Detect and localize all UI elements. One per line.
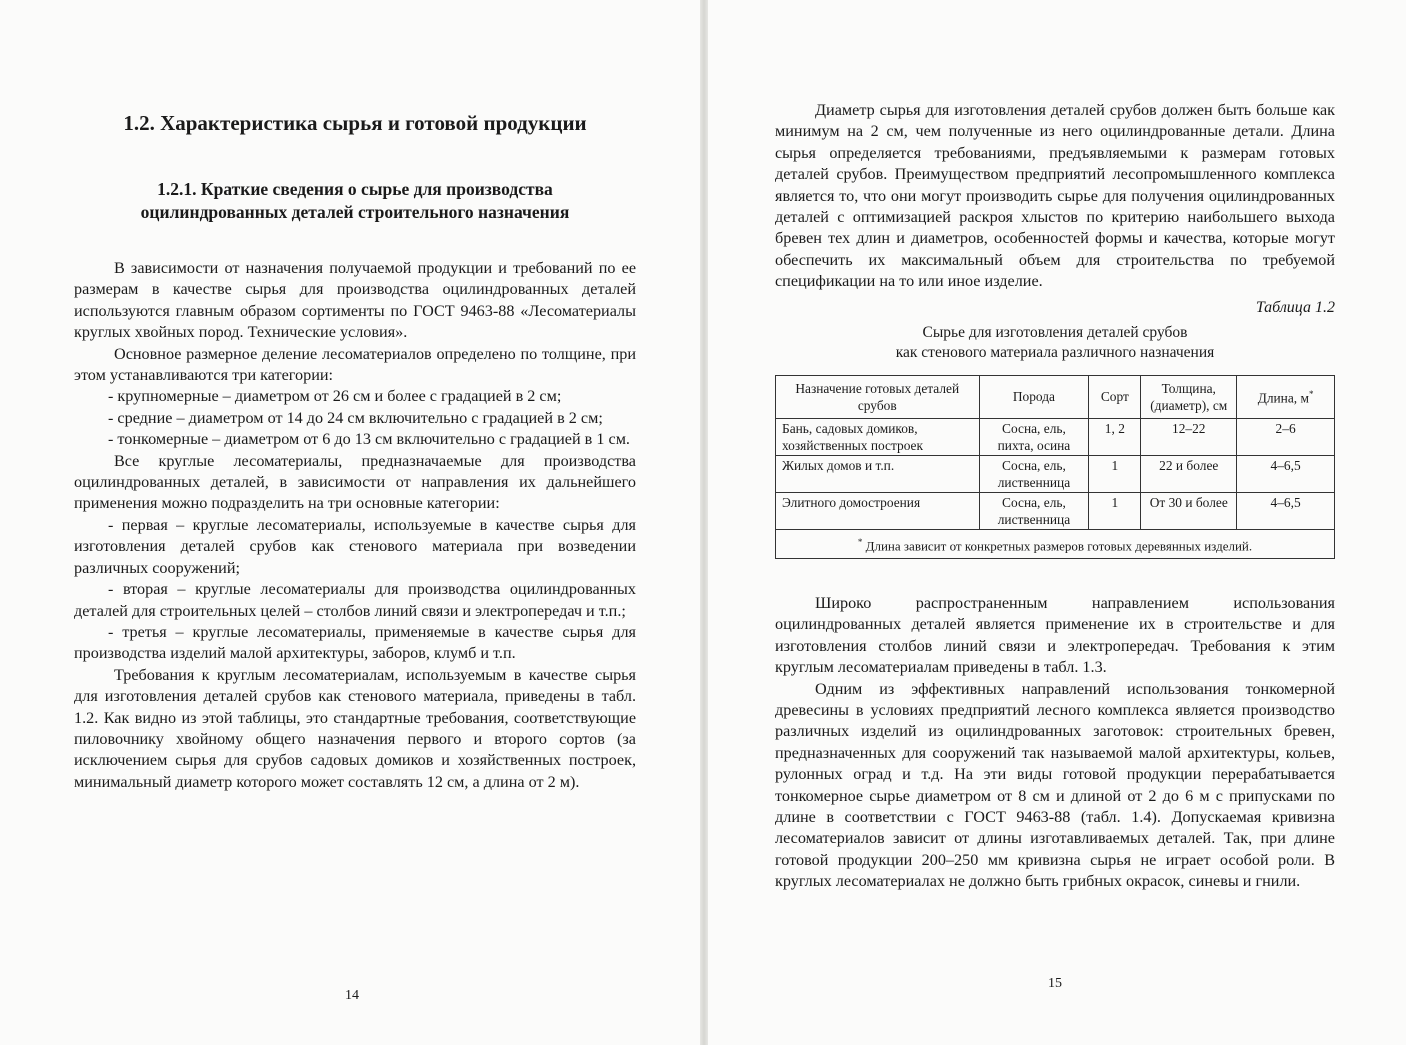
table-cell: Бань, садовых домиков, хозяйственных построек — [776, 418, 980, 455]
table-footnote — [776, 529, 1335, 558]
footnote-text: Длина зависит от конкретных размеров готовых деревянных изделий. — [865, 537, 1253, 553]
table-cell: 4–6,5 — [1237, 492, 1335, 529]
table-cell: Сосна, ель, пихта, осина — [979, 418, 1089, 455]
subsection-heading-line2: оцилиндрованных деталей строительного назначения — [140, 202, 570, 222]
table-cell: Сосна, ель, лиственница — [979, 455, 1089, 492]
table-header-cell: Сорт — [1089, 375, 1141, 418]
table-cell: Жилых домов и т.п. — [776, 455, 980, 492]
table-header-cell — [1237, 375, 1335, 418]
table-label: Таблица 1.2 — [1255, 298, 1335, 316]
table-cell: 22 и более — [1141, 455, 1237, 492]
table-header-row — [776, 375, 1335, 418]
paragraph: Широко распространенным направлением использования оцилиндрованных деталей является применение их в строительстве и для изготовления столбов линий связи и электропередач. Требования к этим круглым лесоматериалам приведены в табл. 1.3. — [775, 593, 1335, 677]
page-number: 14 — [345, 988, 359, 1003]
subsection-heading-line1: 1.2.1. Краткие сведения о сырье для производства — [157, 179, 553, 199]
table-header-cell: Назначение готовых деталей срубов — [776, 375, 980, 418]
table-header-cell: Порода — [979, 375, 1089, 418]
book-gutter — [700, 0, 708, 1045]
table-header-cell: Толщина, (диаметр), см — [1141, 375, 1237, 418]
section-heading: 1.2. Характеристика сырья и готовой продукции — [123, 111, 587, 135]
paragraph: Одним из эффективных направлений использования тонкомерной древесины в условиях предприятий лесного комплекса является производство различных изделий из оцилиндрованных заготовок: строительных бревен, предназначенных для сооружений так называемой малой архитектуры, кольев, рулонных оград и т.д. На эти виды готовой продукции перерабатывается тонкомерное сырье диаметром от 8 см и длиной от 2 до 6 м с припусками по длине в соответствии с ГОСТ 9463-88 (табл. 1.4). Допускаемая кривизна лесоматериалов зависит от длины изготавливаемых деталей. Так, при длине готовой продукции 200–250 мм кривизна сырья не играет особой роли. В круглых лесоматериалах не должно быть грибных окрасок, синевы и гнили. — [775, 679, 1335, 891]
table-cell: 12–22 — [1141, 418, 1237, 455]
table-cell: Сосна, ель, лиственница — [979, 492, 1089, 529]
table-cell: 1 — [1089, 492, 1141, 529]
spacer — [775, 559, 1335, 593]
left-page-content — [74, 108, 636, 793]
table-cell: 1, 2 — [1089, 418, 1141, 455]
paragraph: Все круглые лесоматериалы, предназначаемые для производства оцилиндрованных деталей, в зависимости от направления их дальнейшего применения можно подразделить на три основные категории: — [74, 451, 636, 513]
paragraph: Требования к круглым лесоматериалам, используемым в качестве сырья для изготовления деталей срубов как стенового материала, приведены в табл. 1.2. Как видно из этой таблицы, это стандартные требования, соответствующие пиловочнику хвойному общего назначения первого и второго сортов (за исключением сырья для срубов садовых домиков и хозяйственных построек, минимальный диаметр которого может составлять 12 см, а длина от 2 м). — [74, 665, 636, 791]
table-cell: Элитного домостроения — [776, 492, 980, 529]
paragraph: Диаметр сырья для изготовления деталей срубов должен быть больше как минимум на 2 см, чем полученные из него оцилиндрованные детали. Длина сырья определяется требованиями, предъявляемыми к размерам готовых деталей срубов. Преимуществом предприятий лесопромышленного комплекса является то, что они могут производить сырье для получения оцилиндрованных деталей с оптимизацией раскроя хлыстов по критерию наибольшего выхода бревен тех длин и диаметров, особенностей формы и качества, которые могут обеспечить их максимальный объем для строительства по требуемой спецификации на то или иное изделие. — [775, 101, 1335, 291]
list-item: - тонкомерные – диаметром от 6 до 13 см включительно с градацией в 1 см. — [108, 430, 630, 449]
list-item: - первая – круглые лесоматериалы, используемые в качестве сырья для изготовления деталей срубов как стенового материала при возведении различных сооружений; — [74, 515, 636, 577]
footnote-marker: * — [857, 536, 863, 547]
table-row — [776, 418, 1335, 455]
list-item: - третья – круглые лесоматериалы, применяемые в качестве сырья для производства изделий малой архитектуры, заборов, клумб и т.п. — [74, 622, 636, 663]
paragraph: В зависимости от назначения получаемой продукции и требований по ее размерам в качестве сырья для производства оцилиндрованных деталей используются главным образом сортименты по ГОСТ 9463-88 «Лесоматериалы круглых хвойных пород. Технические условия». — [74, 259, 636, 342]
subsection-heading — [74, 178, 636, 224]
header-text: Длина, м — [1257, 390, 1309, 406]
table-title-line2: как стенового материала различного назначения — [895, 343, 1215, 361]
table-title-line1: Сырье для изготовления деталей срубов — [922, 323, 1188, 341]
list-item: - вторая – круглые лесоматериалы для производства оцилиндрованных деталей для строительных целей – столбов линий связи и электропередач и т.п.; — [74, 580, 636, 620]
table-cell: 2–6 — [1237, 418, 1335, 455]
right-page-content — [775, 100, 1335, 893]
list-item: - крупномерные – диаметром от 26 см и более с градацией в 2 см; — [108, 387, 562, 406]
list-item: - средние – диаметром от 14 до 24 см включительно с градацией в 2 см; — [108, 408, 603, 427]
table-row — [776, 492, 1335, 529]
table-cell: 1 — [1089, 455, 1141, 492]
table-footnote-row — [776, 529, 1335, 558]
table-title — [775, 323, 1335, 363]
table-cell: 4–6,5 — [1237, 455, 1335, 492]
footnote-marker: * — [1308, 389, 1314, 400]
table-cell: От 30 и более — [1141, 492, 1237, 529]
paragraph: Основное размерное деление лесоматериалов определено по толщине, при этом устанавливаются три категории: — [74, 344, 636, 385]
table-row — [776, 455, 1335, 492]
data-table — [775, 375, 1335, 559]
page-number: 15 — [1048, 976, 1062, 991]
